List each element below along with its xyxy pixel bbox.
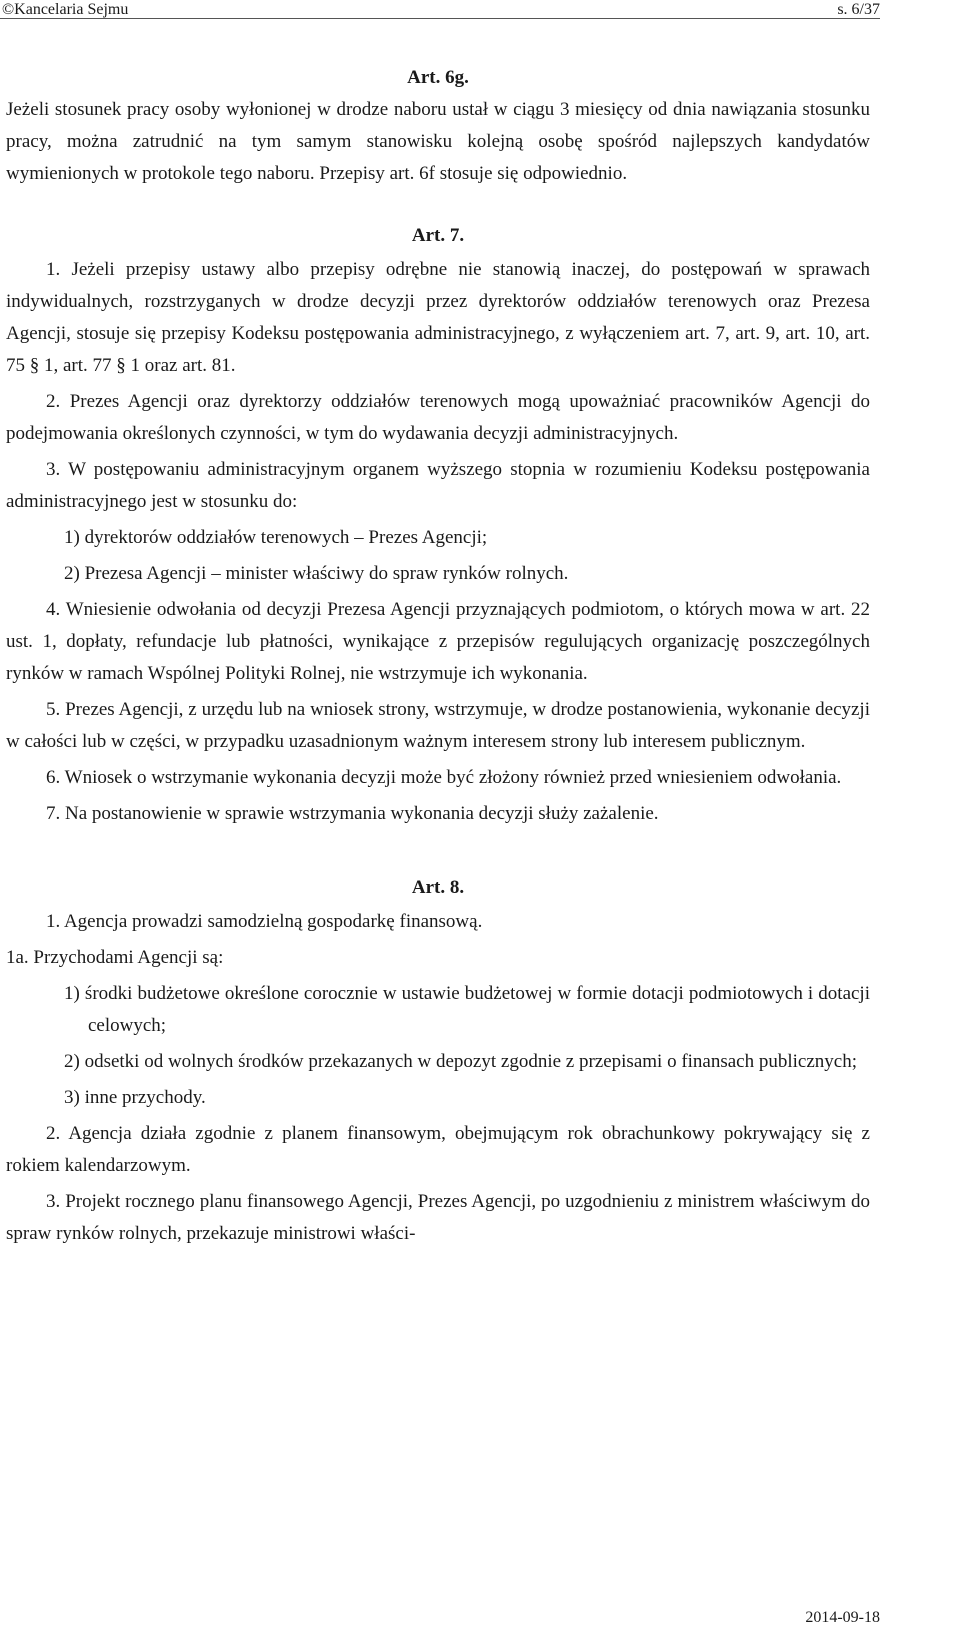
article-7-paragraph-2: 2. Prezes Agencji oraz dyrektorzy oddziałów terenowych mogą upoważniać pracowników Agencji do podejmowania określonych czynności, w tym do wydawania decyzji administracyjnych. (6, 391, 870, 444)
header-page-number: s. 6/37 (837, 1, 880, 18)
article-heading-8: Art. 8. (411, 877, 465, 898)
article-7-paragraph-3-item-1: 1) dyrektorów oddziałów terenowych – Prezes Agencji; (64, 527, 488, 548)
article-heading-7: Art. 7. (411, 225, 465, 246)
article-7-paragraph-6: 6. Wniosek o wstrzymanie wykonania decyzji może być złożony również przed wniesieniem odwołania. (46, 767, 842, 788)
article-8-paragraph-1: 1. Agencja prowadzi samodzielną gospodarkę finansową. (46, 911, 483, 932)
article-7-paragraph-7: 7. Na postanowienie w sprawie wstrzymania wykonania decyzji służy zażalenie. (46, 803, 659, 824)
footer-date: 2014-09-18 (805, 1609, 880, 1626)
article-8-paragraph-3: 3. Projekt rocznego planu finansowego Agencji, Prezes Agencji, po uzgodnieniu z ministrem właściwym do spraw rynków rolnych, przekazuje ministrowi właści- (6, 1191, 870, 1244)
article-7-paragraph-1: 1. Jeżeli przepisy ustawy albo przepisy odrębne nie stanowią inaczej, do postępowań w sprawach indywidualnych, rozstrzyganych w drodze decyzji przez dyrektorów oddziałów terenowych oraz Prezesa Agencji, stosuje się przepisy Kodeksu postępowania administracyjnego, z wyłączeniem art. 7, art. 9, art. 10, art. 75 § 1, art. 77 § 1 oraz art. 81. (6, 259, 870, 376)
article-8-paragraph-1a-item-2: 2) odsetki od wolnych środków przekazanych w depozyt zgodnie z przepisami o finansach publicznych; (64, 1051, 857, 1072)
article-8-paragraph-1a-item-1: 1) środki budżetowe określone corocznie w ustawie budżetowej w formie dotacji podmiotowych i dotacji celowych; (64, 983, 870, 1036)
article-7-paragraph-4: 4. Wniesienie odwołania od decyzji Prezesa Agencji przyznających podmiotom, o których mowa w art. 22 ust. 1, dopłaty, refundacje lub płatności, wynikające z przepisów regulujących organizację poszczególnych rynków w ramach Wspólnej Polityki Rolnej, nie wstrzymuje ich wykonania. (6, 599, 870, 684)
article-8-paragraph-2: 2. Agencja działa zgodnie z planem finansowym, obejmującym rok obrachunkowy pokrywający się z rokiem kalendarzowym. (6, 1123, 870, 1176)
article-7-paragraph-5: 5. Prezes Agencji, z urzędu lub na wniosek strony, wstrzymuje, w drodze postanowienia, wykonanie decyzji w całości lub w części, w przypadku uzasadnionym ważnym interesem strony lub interesem publicznym. (6, 699, 870, 752)
header-copyright: ©Kancelaria Sejmu (2, 1, 129, 18)
article-8-paragraph-1a: 1a. Przychodami Agencji są: (6, 947, 224, 968)
document-body (6, 62, 870, 1254)
article-6g-text: Jeżeli stosunek pracy osoby wyłonionej w drodze naboru ustał w ciągu 3 miesięcy od dnia nawiązania stosunku pracy, można zatrudnić na tym samym stanowisku kolejną osobę spośród najlepszych kandydatów wymienionych w protokole tego naboru. Przepisy art. 6f stosuje się odpowiednio. (6, 99, 870, 184)
article-heading-6g: Art. 6g. (407, 67, 469, 88)
article-7-paragraph-3-item-2: 2) Prezesa Agencji – minister właściwy do spraw rynków rolnych. (64, 563, 569, 584)
article-7-paragraph-3: 3. W postępowaniu administracyjnym organem wyższego stopnia w rozumieniu Kodeksu postępowania administracyjnego jest w stosunku do: (6, 459, 870, 512)
header-divider (0, 18, 880, 19)
article-8-paragraph-1a-item-3: 3) inne przychody. (64, 1087, 206, 1108)
